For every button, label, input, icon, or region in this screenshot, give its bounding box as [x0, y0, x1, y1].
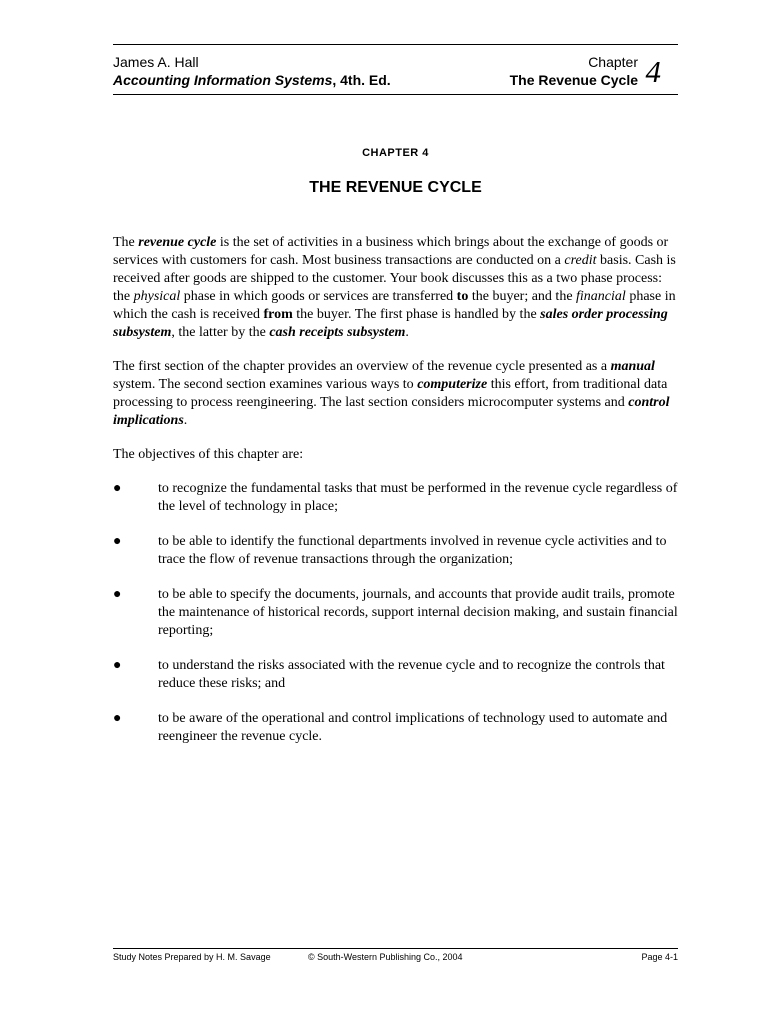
objective-item: [113, 480, 678, 516]
term-manual: manual: [610, 359, 655, 374]
book-title-name: Accounting Information Systems: [113, 72, 333, 88]
bullet-icon: ●: [113, 534, 122, 549]
chapter-label: CHAPTER 4: [362, 147, 429, 159]
document-body: [113, 234, 678, 763]
text-run: system. The second section examines various ways to: [113, 377, 418, 392]
objectives-list: [113, 480, 678, 746]
text-run: is the set of activities in a business which brings about the exchange of goods or services with customers for cash. Most business transactions are conducted on a: [113, 235, 669, 268]
header-book-title: [113, 72, 391, 89]
text-run: .: [405, 325, 409, 340]
objective-item: [113, 533, 678, 569]
term-sales-order-processing: sales order processing subsystem: [113, 307, 668, 340]
term-to: to: [456, 289, 469, 304]
term-control-implications: control implications: [113, 395, 670, 428]
page-footer: [113, 948, 678, 962]
objective-text: to be able to identify the functional departments involved in revenue cycle activities and to trace the flow of revenue transactions through the organization;: [158, 534, 667, 567]
term-revenue-cycle: revenue cycle: [138, 235, 217, 250]
text-run: , the latter by the: [171, 325, 270, 340]
page-header: [113, 44, 678, 96]
term-credit: credit: [564, 253, 597, 268]
chapter-title: THE REVENUE CYCLE: [309, 179, 482, 196]
bullet-icon: ●: [113, 587, 122, 602]
bullet-icon: ●: [113, 658, 122, 673]
header-chapter-name: The Revenue Cycle: [509, 72, 638, 88]
text-run: the buyer. The first phase is handled by the: [292, 307, 541, 322]
objective-item: [113, 657, 678, 693]
text-run: this effort, from traditional data processing to process reengineering. The last section considers microcomputer systems and: [113, 377, 668, 410]
objectives-intro: The objectives of this chapter are:: [113, 447, 304, 462]
intro-paragraph: [113, 234, 678, 342]
text-run: phase in which the cash is received: [113, 289, 676, 322]
book-title-edition: , 4th. Ed.: [332, 72, 391, 88]
bullet-icon: ●: [113, 711, 122, 726]
objective-text: to understand the risks associated with the revenue cycle and to recognize the controls that reduce these risks; and: [158, 658, 665, 691]
term-financial: financial: [576, 289, 626, 304]
objective-text: to recognize the fundamental tasks that must be performed in the revenue cycle regardless of the level of technology in place;: [158, 481, 678, 514]
term-cash-receipts: cash receipts subsystem: [269, 325, 406, 340]
term-computerize: computerize: [417, 377, 488, 392]
header-chapter-word: Chapter: [588, 54, 638, 70]
text-run: phase in which goods or services are transferred: [180, 289, 457, 304]
header-author: James A. Hall: [113, 54, 199, 70]
bullet-icon: ●: [113, 481, 122, 496]
term-physical: physical: [133, 289, 181, 304]
text-run: the buyer; and the: [468, 289, 577, 304]
footer-copyright: © South-Western Publishing Co., 2004: [308, 952, 463, 962]
objective-text: to be aware of the operational and control implications of technology used to automate and reengineer the revenue cycle.: [158, 711, 668, 744]
text-run: The first section of the chapter provides an overview of the revenue cycle presented as a: [113, 359, 611, 374]
objective-item: [113, 586, 678, 640]
header-chapter-number: 4: [645, 54, 661, 89]
objective-text: to be able to specify the documents, journals, and accounts that provide audit trails, promote the maintenance of historical records, support internal decision making, and sustain financial reporting;: [158, 587, 678, 638]
footer-prepared-by: Study Notes Prepared by H. M. Savage: [113, 952, 271, 962]
text-run: .: [183, 413, 188, 428]
term-from: from: [263, 307, 293, 322]
overview-paragraph: [113, 358, 678, 430]
footer-page-number: Page 4-1: [641, 952, 678, 962]
objective-item: [113, 710, 678, 746]
text-run: basis. Cash is received after goods are shipped to the customer. Your book discusses this as a two phase process: the: [113, 253, 676, 304]
text-run: The: [113, 235, 139, 250]
